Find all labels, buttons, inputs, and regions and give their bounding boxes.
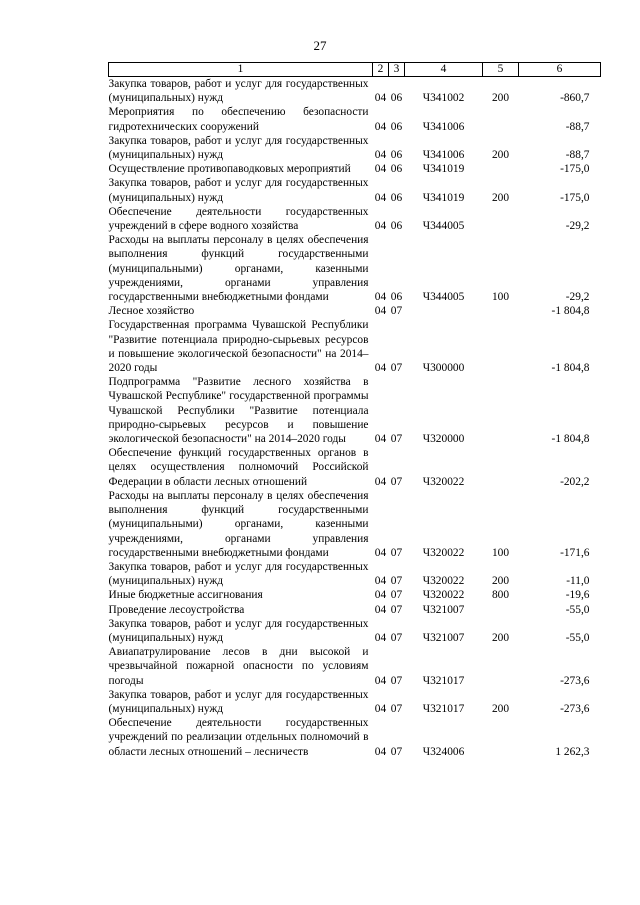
- header-row: [109, 63, 601, 77]
- row-expense-type: 800: [491, 589, 510, 602]
- row-target-code: Ч324006: [422, 745, 465, 758]
- row-amount: -175,0: [560, 163, 590, 176]
- row-name: Закупка товаров, работ и услуг для государственных (муниципальных) нужд: [108, 560, 369, 588]
- row-target-code: Ч321017: [422, 674, 465, 687]
- row-name: Проведение лесоустройства: [108, 603, 245, 616]
- table-row: [109, 617, 601, 645]
- row-subsection: 06: [390, 92, 403, 105]
- row-name: Лесное хозяйство: [108, 305, 195, 318]
- row-amount: -55,0: [565, 603, 590, 616]
- row-section: 04: [374, 433, 387, 446]
- row-name: Государственная программа Чувашской Республики "Развитие потенциала природно-сырьевых ресурсов и повышение экологической безопасности" на 2014–2020 годы: [108, 319, 369, 375]
- row-target-code: Ч321017: [422, 702, 465, 715]
- row-amount: -171,6: [560, 546, 590, 559]
- row-amount: -88,7: [565, 149, 590, 162]
- row-section: 04: [374, 575, 387, 588]
- row-expense-type: 200: [491, 702, 510, 715]
- row-name: Расходы на выплаты персоналу в целях обеспечения выполнения функций государственными (муниципальными) органами, казенными учреждениями, органами управления государственными внебюджетными фондами: [108, 489, 369, 559]
- row-section: 04: [374, 291, 387, 304]
- row-name: Закупка товаров, работ и услуг для государственных (муниципальных) нужд: [108, 688, 369, 715]
- row-name: Мероприятия по обеспечению безопасности гидротехнических сооружений: [108, 106, 369, 133]
- row-expense-type: 200: [491, 149, 510, 162]
- row-section: 04: [374, 163, 387, 176]
- row-section: 04: [374, 674, 387, 687]
- row-subsection: 07: [390, 546, 403, 559]
- row-amount: -1 804,8: [551, 305, 590, 318]
- row-amount: -29,2: [565, 220, 590, 233]
- row-section: 04: [374, 589, 387, 602]
- table-row: [109, 375, 601, 446]
- row-target-code: Ч320022: [422, 575, 465, 588]
- row-target-code: Ч300000: [422, 362, 465, 375]
- budget-table: [108, 62, 601, 759]
- table-row: [109, 716, 601, 759]
- row-target-code: Ч344005: [422, 220, 465, 233]
- row-target-code: Ч320022: [422, 546, 465, 559]
- row-target-code: Ч344005: [422, 291, 465, 304]
- row-subsection: 06: [390, 191, 403, 204]
- row-section: 04: [374, 305, 387, 318]
- row-name: Осуществление противопаводковых мероприятий: [108, 163, 351, 176]
- row-subsection: 07: [390, 702, 403, 715]
- row-section: 04: [374, 546, 387, 559]
- row-amount: -273,6: [560, 674, 590, 687]
- row-expense-type: 200: [491, 631, 510, 644]
- row-subsection: 07: [390, 475, 403, 488]
- row-section: 04: [374, 475, 387, 488]
- table-row: [109, 489, 601, 560]
- row-name: Обеспечение деятельности государственных учреждений по реализации отдельных полномочий в области лесных отношений – лесничеств: [108, 717, 369, 758]
- row-subsection: 06: [390, 163, 403, 176]
- row-name: Закупка товаров, работ и услуг для государственных (муниципальных) нужд: [108, 617, 369, 644]
- row-amount: -19,6: [565, 589, 590, 602]
- row-section: 04: [374, 149, 387, 162]
- row-target-code: Ч321007: [422, 603, 465, 616]
- row-expense-type: [483, 162, 519, 176]
- table-row: [109, 77, 601, 106]
- row-subsection: 07: [390, 603, 403, 616]
- row-name: Закупка товаров, работ и услуг для государственных (муниципальных) нужд: [108, 134, 369, 162]
- row-name: Закупка товаров, работ и услуг для государственных (муниципальных) нужд: [108, 78, 369, 105]
- table-row: [109, 560, 601, 588]
- row-subsection: 07: [390, 575, 403, 588]
- row-expense-type: [483, 603, 519, 617]
- row-expense-type: [483, 105, 519, 133]
- row-amount: 1 262,3: [555, 745, 590, 758]
- table-row: [109, 688, 601, 716]
- table-row: [109, 446, 601, 489]
- row-target-code: Ч341019: [422, 191, 465, 204]
- row-amount: -55,0: [565, 631, 590, 644]
- header-col-5: 5: [483, 63, 519, 77]
- row-target-code: Ч341019: [422, 163, 465, 176]
- header-col-2: 2: [373, 63, 389, 77]
- row-subsection: 07: [390, 745, 403, 758]
- row-amount: -29,2: [565, 291, 590, 304]
- row-section: 04: [374, 603, 387, 616]
- row-expense-type: [483, 716, 519, 759]
- row-expense-type: 200: [491, 92, 510, 105]
- row-section: 04: [374, 631, 387, 644]
- row-expense-type: 200: [491, 191, 510, 204]
- row-target-code: Ч341006: [422, 120, 465, 133]
- table-row: [109, 588, 601, 602]
- table-row: [109, 105, 601, 133]
- row-expense-type: 100: [491, 291, 510, 304]
- row-subsection: 07: [390, 305, 403, 318]
- row-subsection: 06: [390, 120, 403, 133]
- table-row: [109, 176, 601, 204]
- header-col-4: 4: [405, 63, 483, 77]
- row-subsection: 07: [390, 362, 403, 375]
- row-amount: -1 804,8: [551, 362, 590, 375]
- row-target-code: Ч341002: [422, 92, 465, 105]
- row-target-code: Ч341006: [422, 149, 465, 162]
- row-amount: -860,7: [560, 92, 590, 105]
- row-section: 04: [374, 120, 387, 133]
- table-row: [109, 233, 601, 304]
- row-expense-type: [483, 205, 519, 233]
- row-subsection: 06: [390, 149, 403, 162]
- row-expense-type: 200: [491, 575, 510, 588]
- page-number: 27: [313, 38, 327, 53]
- row-subsection: 06: [390, 220, 403, 233]
- row-amount: -1 804,8: [551, 433, 590, 446]
- row-name: Авиапатрулирование лесов в дни высокой и чрезвычайной пожарной опасности по условиям погоды: [108, 646, 369, 687]
- row-expense-type: [483, 318, 519, 375]
- row-expense-type: [483, 375, 519, 446]
- row-target-code: Ч320022: [422, 475, 465, 488]
- row-target-code: Ч320000: [422, 433, 465, 446]
- row-name: Закупка товаров, работ и услуг для государственных (муниципальных) нужд: [108, 177, 369, 204]
- table-row: [109, 603, 601, 617]
- table-row: [109, 304, 601, 318]
- row-section: 04: [374, 220, 387, 233]
- row-amount: -11,0: [566, 575, 590, 588]
- row-target-code: Ч321007: [422, 631, 465, 644]
- row-target-code: Ч320022: [422, 589, 465, 602]
- row-amount: -202,2: [560, 475, 590, 488]
- row-expense-type: [483, 304, 519, 318]
- row-name: Иные бюджетные ассигнования: [108, 589, 263, 602]
- header-col-1: 1: [109, 63, 373, 77]
- row-name: Подпрограмма "Развитие лесного хозяйства в Чувашской Республике" государственной программы Чувашской Республики "Развитие потенциала природно-сырьевых ресурсов и повышение экологической безопасности" на 2014–2020 годы: [108, 376, 369, 446]
- header-col-6: 6: [519, 63, 601, 77]
- header-col-3: 3: [389, 63, 405, 77]
- row-amount: -175,0: [560, 191, 590, 204]
- row-section: 04: [374, 362, 387, 375]
- row-expense-type: [483, 446, 519, 489]
- row-section: 04: [374, 702, 387, 715]
- row-subsection: 07: [390, 631, 403, 644]
- row-subsection: 06: [390, 291, 403, 304]
- row-subsection: 07: [390, 674, 403, 687]
- row-name: Обеспечение функций государственных органов в целях осуществления полномочий Российской Федерации в области лесных отношений: [108, 447, 369, 488]
- row-subsection: 07: [390, 433, 403, 446]
- row-subsection: 07: [390, 589, 403, 602]
- table-row: [109, 318, 601, 375]
- row-amount: -88,7: [565, 120, 590, 133]
- row-name: Обеспечение деятельности государственных учреждений в сфере водного хозяйства: [108, 205, 369, 233]
- row-section: 04: [374, 191, 387, 204]
- row-section: 04: [374, 92, 387, 105]
- row-expense-type: [483, 645, 519, 688]
- row-name: Расходы на выплаты персоналу в целях обеспечения выполнения функций государственными (муниципальными) органами, казенными учреждениями, органами управления государственными внебюджетными фондами: [108, 234, 369, 304]
- row-section: 04: [374, 745, 387, 758]
- table-row: [109, 162, 601, 176]
- row-expense-type: 100: [491, 546, 510, 559]
- table-row: [109, 205, 601, 233]
- row-amount: -273,6: [560, 702, 590, 715]
- table-row: [109, 645, 601, 688]
- row-target-code: [405, 304, 483, 318]
- table-row: [109, 134, 601, 162]
